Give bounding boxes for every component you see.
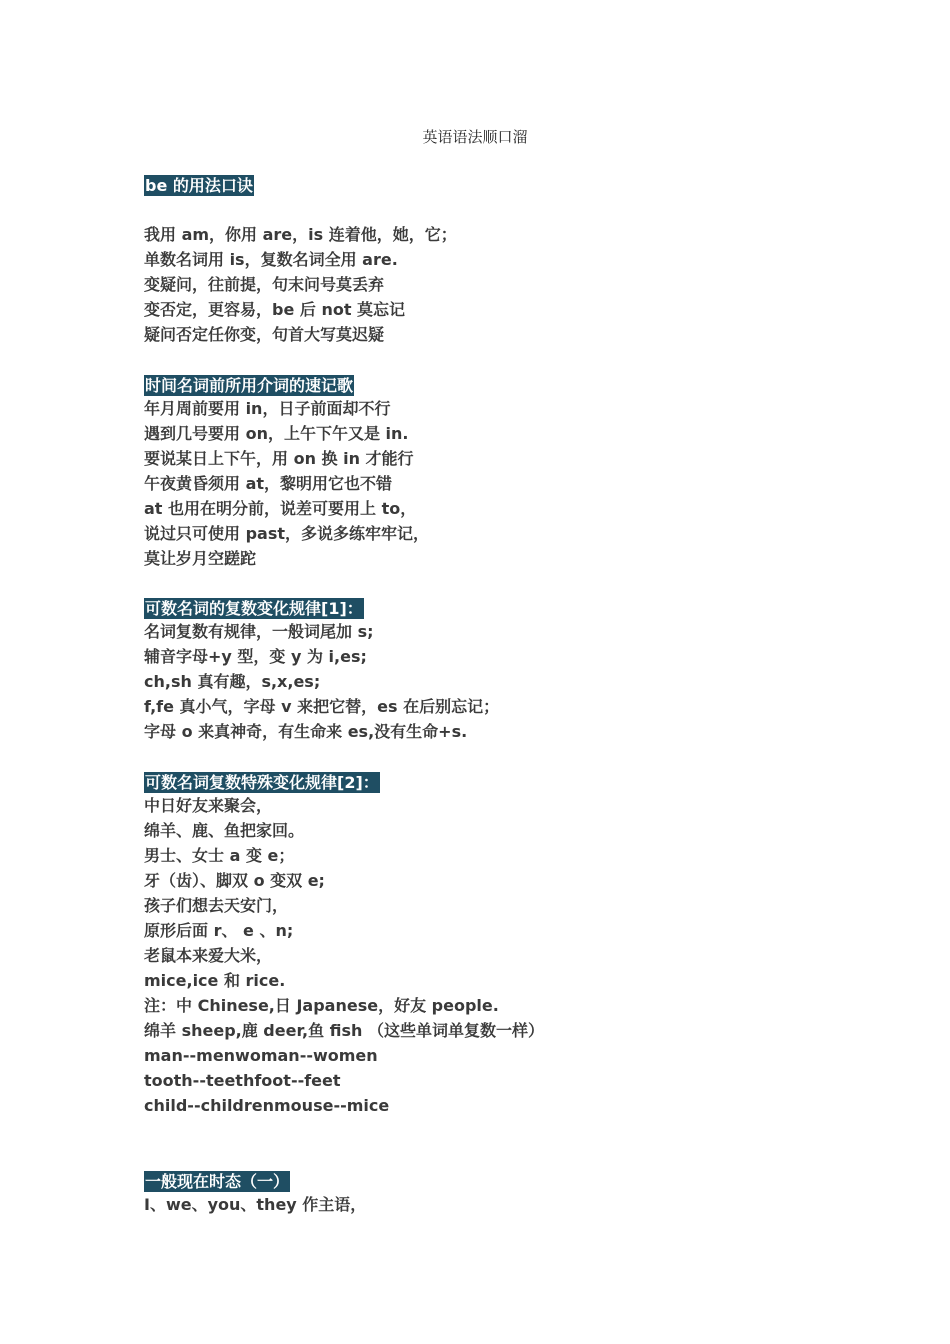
- text-line: I、we、you、they 作主语，: [144, 1195, 367, 1214]
- section-present-simple: [144, 1171, 844, 1217]
- text-line: 变疑问，往前提，句末问号莫丢弃: [144, 275, 385, 294]
- text-line: 孩子们想去天安门，: [144, 896, 289, 915]
- section-be-usage: [144, 175, 844, 347]
- text-line: 注：中 Chinese,日 Japanese，好友 people.: [144, 996, 499, 1015]
- text-line: 午夜黄昏须用 at，黎明用它也不错: [144, 474, 393, 493]
- text-line: 字母 o 来真神奇，有生命来 es,没有生命+s.: [144, 722, 468, 741]
- text-line: mice,ice 和 rice.: [144, 971, 286, 990]
- text-line: 绵羊、鹿、鱼把家回。: [144, 821, 305, 840]
- text-line: 变否定，更容易，be 后 not 莫忘记: [144, 300, 406, 319]
- section-heading: be 的用法口诀: [145, 176, 253, 195]
- text-line: 中日好友来聚会，: [144, 796, 273, 815]
- text-line: 牙（齿）、脚双 o 变双 e;: [144, 871, 325, 890]
- section-heading: 可数名词的复数变化规律[1]：: [145, 599, 363, 618]
- text-line: child--childrenmouse--mice: [144, 1096, 390, 1115]
- text-line: 年月周前要用 in，日子前面却不行: [144, 399, 391, 418]
- text-line: 老鼠本来爱大米，: [144, 946, 273, 965]
- section-plural-rules: [144, 598, 844, 744]
- text-line: 遇到几号要用 on，上午下午又是 in.: [144, 424, 409, 443]
- section-time-prepositions: [144, 375, 844, 571]
- text-line: 名词复数有规律，一般词尾加 s;: [144, 622, 374, 641]
- section-irregular-plurals: [144, 772, 844, 1118]
- text-line: 莫让岁月空蹉跎: [144, 549, 257, 568]
- text-line: man--menwoman--women: [144, 1046, 378, 1065]
- text-line: 要说某日上下午，用 on 换 in 才能行: [144, 449, 414, 468]
- text-line: tooth--teethfoot--feet: [144, 1071, 341, 1090]
- text-line: ch,sh 真有趣，s,x,es;: [144, 672, 321, 691]
- text-line: at 也用在明分前，说差可要用上 to，: [144, 499, 417, 518]
- text-line: 绵羊 sheep,鹿 deer,鱼 fish （这些单词单复数一样）: [144, 1021, 544, 1040]
- text-line: 男士、女士 a 变 e；: [144, 846, 295, 865]
- text-line: 辅音字母+y 型，变 y 为 i,es;: [144, 647, 367, 666]
- section-heading: 可数名词复数特殊变化规律[2]：: [145, 773, 379, 792]
- document-title: 英语语法顺口溜: [422, 128, 528, 146]
- text-line: 我用 am，你用 are，is 连着他，她，它；: [144, 225, 457, 244]
- section-heading: 时间名词前所用介词的速记歌: [145, 376, 354, 395]
- text-line: 说过只可使用 past，多说多练牢牢记，: [144, 524, 429, 543]
- text-line: 单数名词用 is，复数名词全用 are.: [144, 250, 398, 269]
- text-line: 疑问否定任你变，句首大写莫迟疑: [144, 325, 385, 344]
- text-line: 原形后面 r、 e 、n;: [144, 921, 294, 940]
- section-heading: 一般现在时态（一）: [145, 1172, 290, 1191]
- text-line: f,fe 真小气，字母 v 来把它替，es 在后别忘记；: [144, 697, 500, 716]
